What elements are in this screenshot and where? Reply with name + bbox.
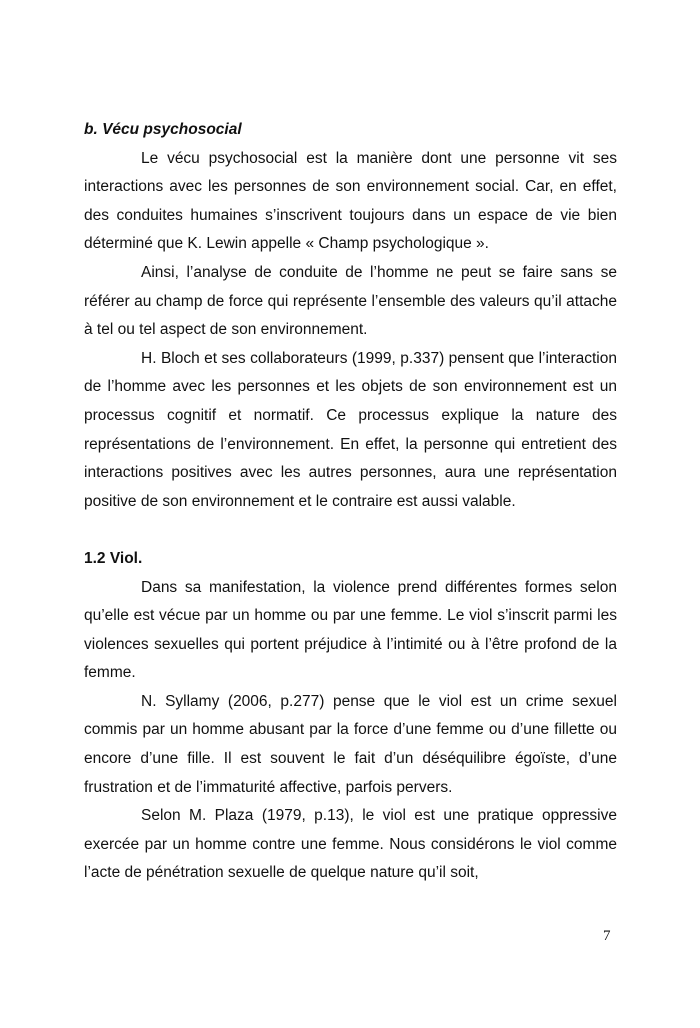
paragraph: N. Syllamy (2006, p.277) pense que le viol est un crime sexuel commis par un homme abusant par la force d’une femme ou d’une fillette ou encore d’une fille. Il est souvent le fait d’un déséquilibre égoïste, d’une frustration et de l’immaturité affective, parfois pervers. [84, 692, 617, 796]
paragraph: H. Bloch et ses collaborateurs (1999, p.337) pensent que l’interaction de l’homme avec les personnes et les objets de son environnement est un processus cognitif et normatif. Ce processus explique la nature des représentations de l’environnement. En effet, la personne qui entretient des interactions positives avec les autres personnes, aura une représentation positive de son environnement et le contraire est aussi valable. [84, 349, 617, 510]
section-spacer [84, 516, 617, 545]
section-vecu-psychosocial [84, 116, 617, 516]
paragraph: Le vécu psychosocial est la manière dont une personne vit ses interactions avec les personnes de son environnement social. Car, en effet, des conduites humaines s’inscrivent toujours dans un espace de vie bien déterminé que K. Lewin appelle « Champ psychologique ». [84, 149, 617, 253]
page-number: 7 [603, 928, 611, 944]
paragraph: Dans sa manifestation, la violence prend différentes formes selon qu’elle est vécue par un homme ou par une femme. Le viol s’inscrit parmi les violences sexuelles qui portent préjudice à l’intimité ou à l’être profond de la femme. [84, 578, 617, 682]
section-heading: b. Vécu psychosocial [84, 121, 242, 138]
paragraph: Ainsi, l’analyse de conduite de l’homme ne peut se faire sans se référer au champ de force qui représente l’ensemble des valeurs qu’il attache à tel ou tel aspect de son environnement. [84, 263, 617, 339]
section-heading: 1.2 Viol. [84, 549, 143, 567]
paragraph: Selon M. Plaza (1979, p.13), le viol est une pratique oppressive exercée par un homme contre une femme. Nous considérons le viol comme l’acte de pénétration sexuelle de quelque nature qu’il soit, [84, 807, 617, 882]
document-page [84, 116, 617, 888]
section-viol [84, 545, 617, 888]
